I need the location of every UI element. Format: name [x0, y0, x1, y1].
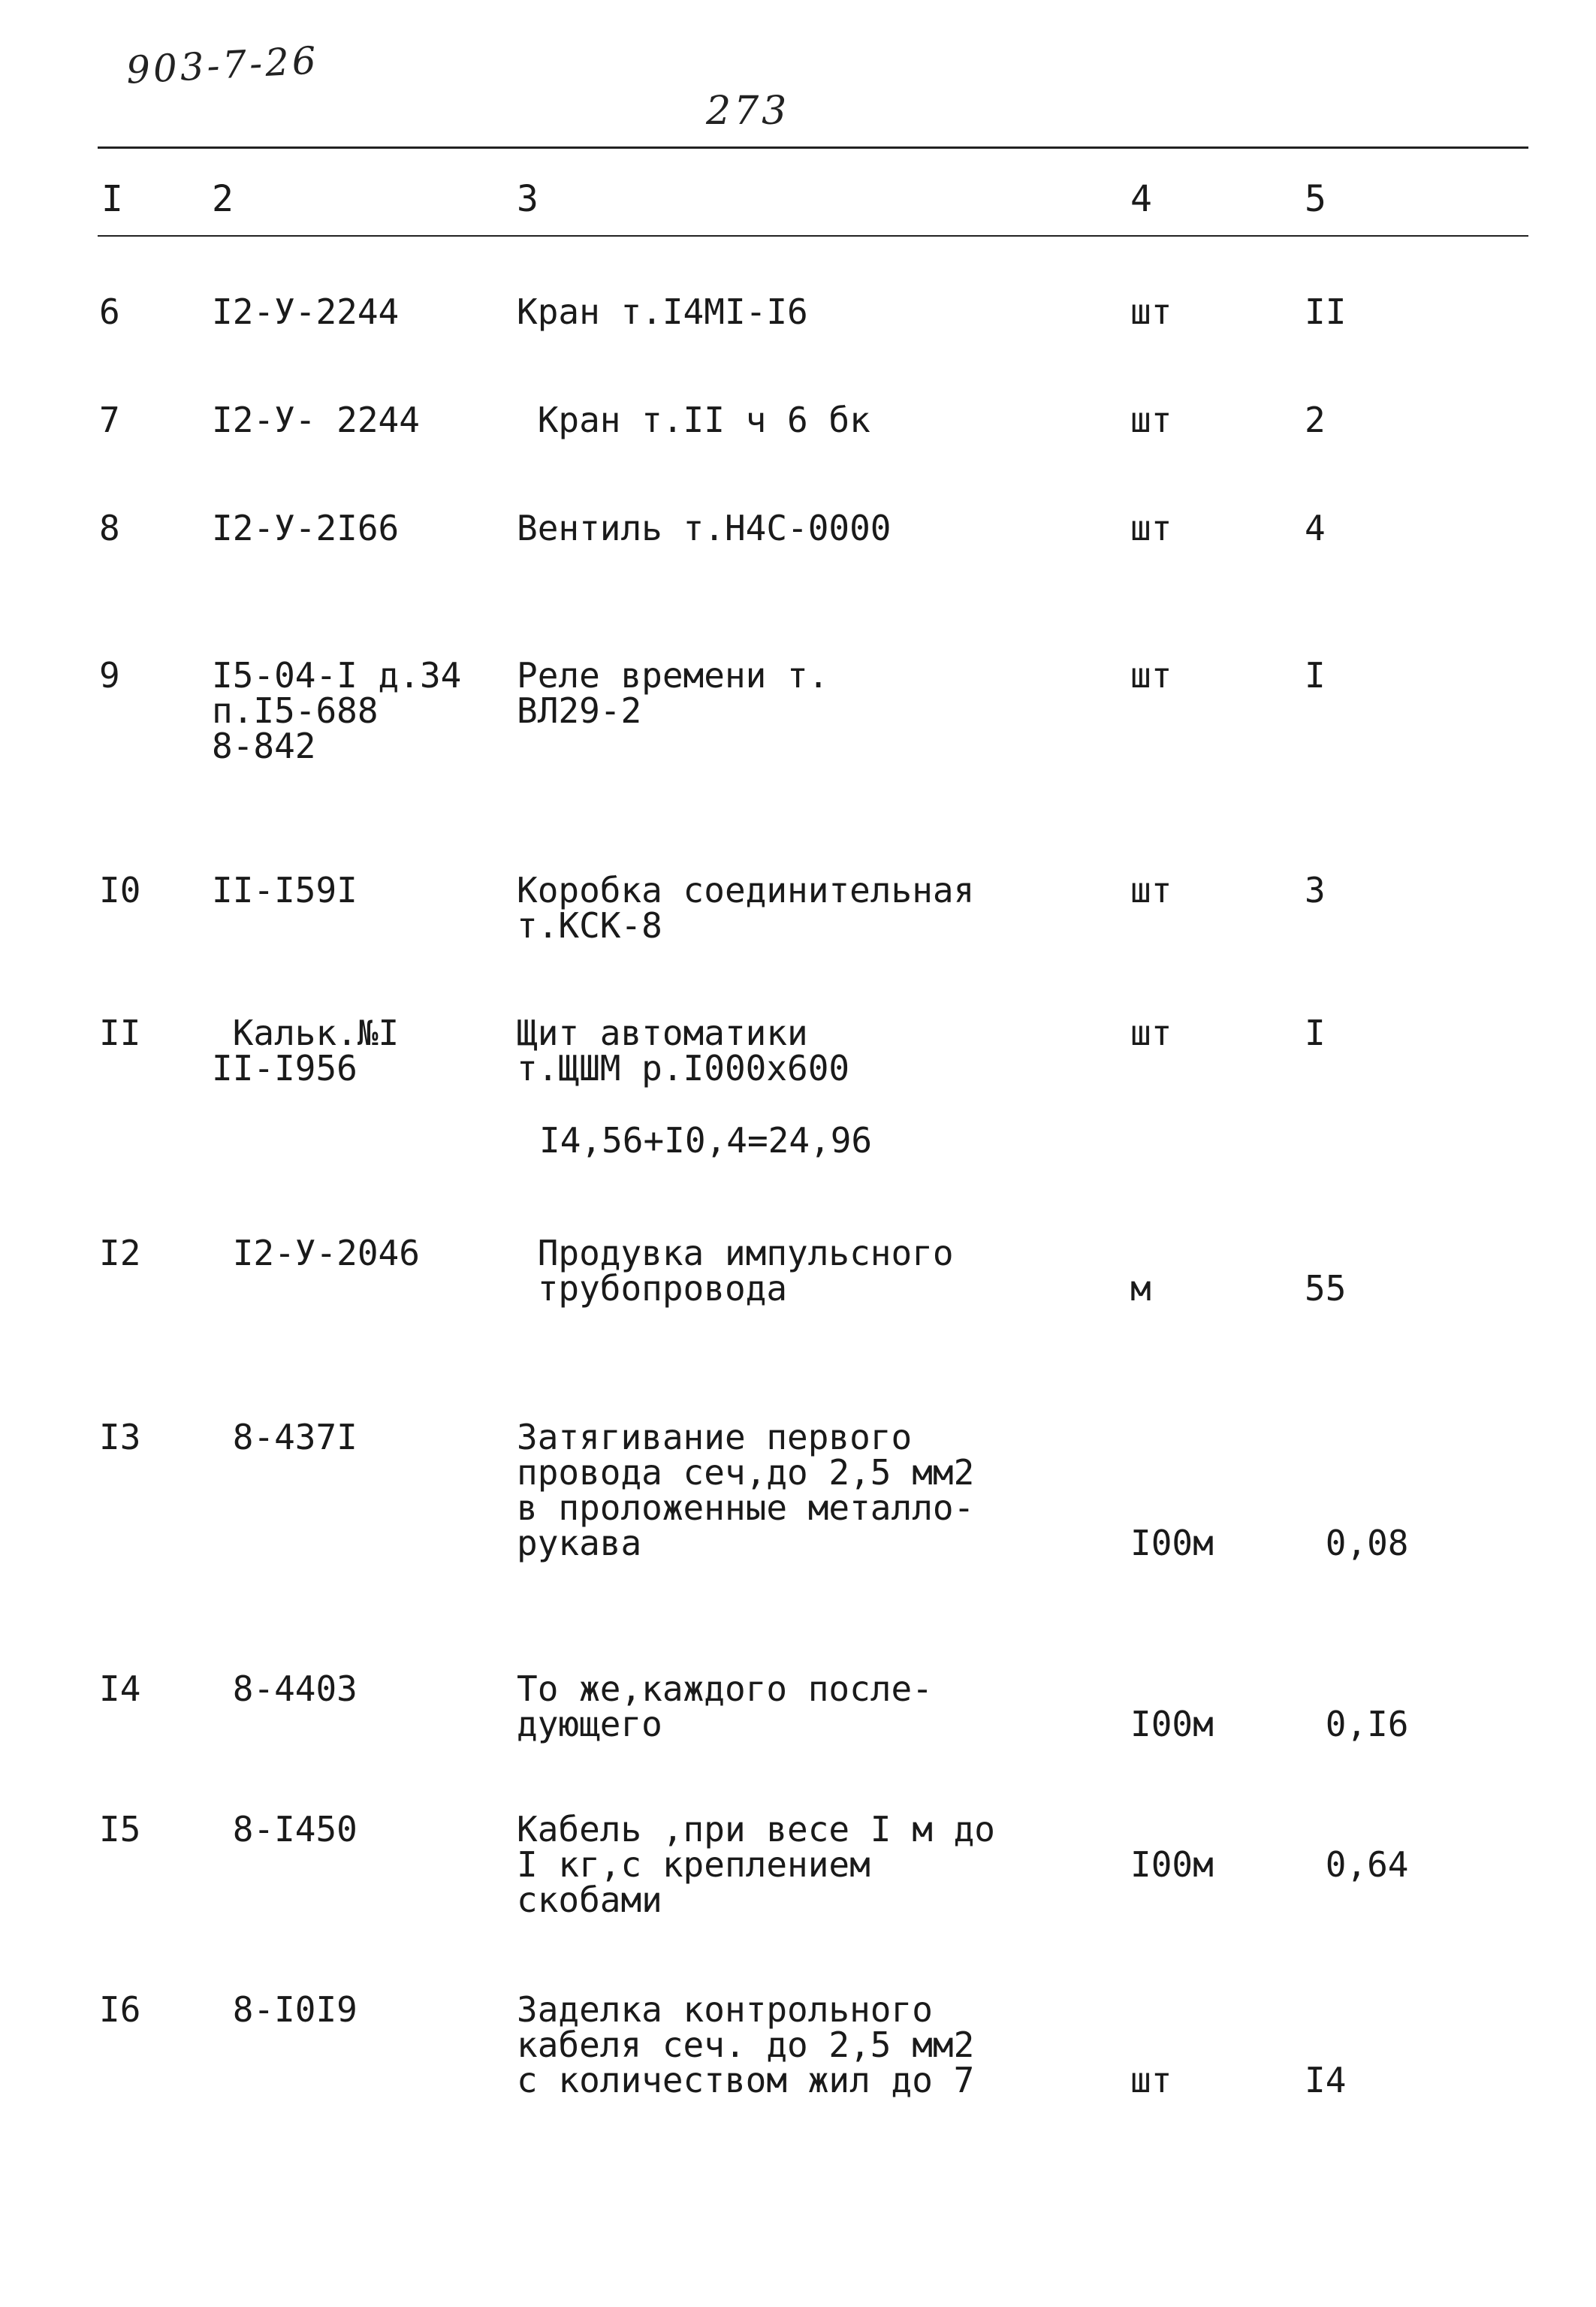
column-header-2: 2: [212, 178, 234, 220]
column-header-1: I: [101, 178, 123, 220]
quantity: 0,64: [1305, 1844, 1409, 1885]
item-description: рукава: [517, 1523, 642, 1563]
quantity: 0,08: [1305, 1523, 1409, 1563]
quantity: 2: [1305, 400, 1326, 440]
item-description: Кабель ,при весе I м до: [517, 1809, 995, 1850]
calculation-note: I4,56+I0,4=24,96: [539, 1120, 873, 1161]
rate-code: II-I59I: [212, 870, 358, 910]
item-description: Коробка соединительная: [517, 870, 975, 910]
item-description: т.КСК-8: [517, 905, 662, 946]
quantity: 55: [1305, 1268, 1347, 1309]
unit: I00м: [1130, 1704, 1214, 1744]
item-description: Щит автоматики: [517, 1013, 808, 1053]
item-description: Затягивание первого: [517, 1417, 913, 1457]
item-description: скобами: [517, 1880, 662, 1920]
quantity: 3: [1305, 870, 1326, 910]
unit: I00м: [1130, 1844, 1214, 1885]
rate-code: I2-У-2244: [212, 291, 400, 332]
rate-code: 8-437I: [212, 1417, 358, 1457]
rate-code: п.I5-688: [212, 690, 379, 731]
rate-code: I2-У-2I66: [212, 508, 400, 548]
row-number: I4: [99, 1668, 141, 1709]
row-number: 6: [99, 291, 120, 332]
rate-code: I5-04-I д.34: [212, 655, 462, 696]
unit: шт: [1130, 1013, 1172, 1053]
row-number: 7: [99, 400, 120, 440]
unit: м: [1130, 1268, 1151, 1309]
quantity: 0,I6: [1305, 1704, 1409, 1744]
item-description: трубопровода: [517, 1268, 788, 1309]
row-number: I3: [99, 1417, 141, 1457]
item-description: I кг,с креплением: [517, 1844, 870, 1885]
top-rule: [98, 146, 1528, 149]
item-description: Кран т.II ч 6 бк: [517, 400, 870, 440]
quantity: I: [1305, 1013, 1326, 1053]
document-code: 903-7-26: [125, 38, 321, 92]
unit: I00м: [1130, 1523, 1214, 1563]
item-description: в проложенные металло-: [517, 1487, 975, 1528]
row-number: I2: [99, 1233, 141, 1273]
item-description: То же,каждого после-: [517, 1668, 933, 1709]
rate-code: Кальк.№I: [212, 1013, 400, 1053]
rate-code: I2-У- 2244: [212, 400, 420, 440]
column-header-4: 4: [1130, 178, 1152, 220]
header-rule: [98, 235, 1528, 237]
row-number: I5: [99, 1809, 141, 1850]
unit: шт: [1130, 2060, 1172, 2100]
column-header-5: 5: [1305, 178, 1326, 220]
column-header-3: 3: [517, 178, 539, 220]
item-description: с количеством жил до 7: [517, 2060, 975, 2100]
item-description: кабеля сеч. до 2,5 мм2: [517, 2025, 975, 2065]
rate-code: 8-I450: [212, 1809, 358, 1850]
row-number: 8: [99, 508, 120, 548]
unit: шт: [1130, 870, 1172, 910]
unit: шт: [1130, 291, 1172, 332]
rate-code: 8-I0I9: [212, 1989, 358, 2030]
quantity: II: [1305, 291, 1347, 332]
rate-code: 8-4403: [212, 1668, 358, 1709]
item-description: Реле времени т.: [517, 655, 829, 696]
rate-code: II-I956: [212, 1048, 358, 1089]
item-description: провода сеч,до 2,5 мм2: [517, 1452, 975, 1493]
unit: шт: [1130, 508, 1172, 548]
item-description: Продувка импульсного: [517, 1233, 954, 1273]
item-description: Вентиль т.Н4С-0000: [517, 508, 892, 548]
item-description: ВЛ29-2: [517, 690, 642, 731]
page-number: 273: [706, 89, 790, 134]
item-description: Кран т.I4MI-I6: [517, 291, 808, 332]
quantity: 4: [1305, 508, 1326, 548]
row-number: I6: [99, 1989, 141, 2030]
item-description: т.ЩШМ р.I000х600: [517, 1048, 850, 1089]
row-number: 9: [99, 655, 120, 696]
item-description: Заделка контрольного: [517, 1989, 933, 2030]
rate-code: I2-У-2046: [212, 1233, 420, 1273]
item-description: дующего: [517, 1704, 662, 1744]
unit: шт: [1130, 655, 1172, 696]
quantity: I: [1305, 655, 1326, 696]
row-number: II: [99, 1013, 141, 1053]
row-number: I0: [99, 870, 141, 910]
rate-code: 8-842: [212, 726, 316, 766]
unit: шт: [1130, 400, 1172, 440]
quantity: I4: [1305, 2060, 1347, 2100]
